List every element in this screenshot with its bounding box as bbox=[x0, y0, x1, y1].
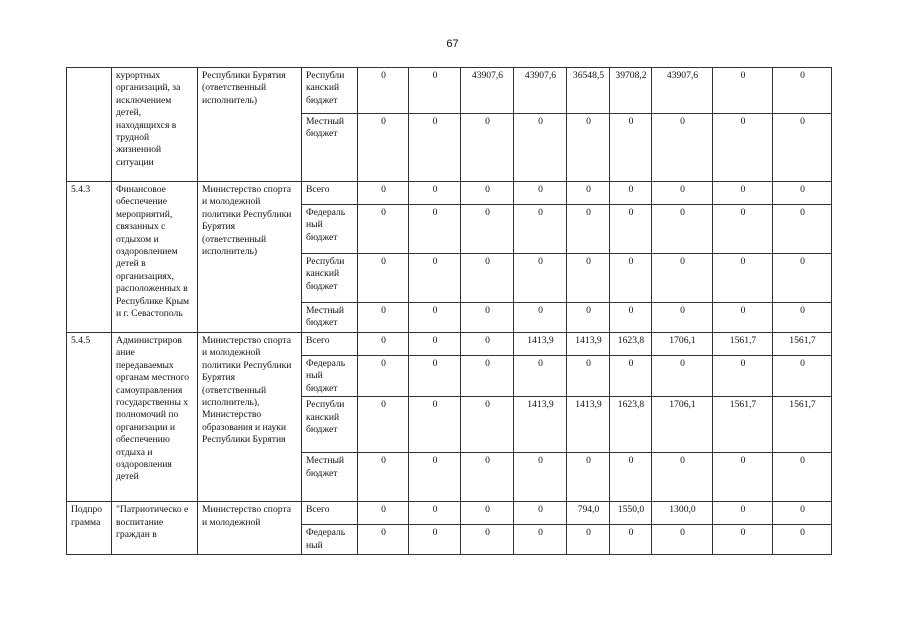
funding-source: Местный бюджет bbox=[302, 453, 358, 502]
funding-source: Федераль ный bbox=[302, 525, 358, 555]
amount-cell: 0 bbox=[514, 453, 567, 502]
amount-cell: 0 bbox=[409, 333, 461, 356]
item-executor: Министерство спорта и молодежной политики Республики Бурятия (ответственный исполнитель) bbox=[198, 182, 302, 333]
amount-cell: 0 bbox=[610, 182, 652, 205]
amount-cell: 0 bbox=[514, 254, 567, 303]
amount-cell: 0 bbox=[461, 525, 514, 555]
table-row bbox=[67, 333, 832, 356]
amount-cell: 0 bbox=[409, 397, 461, 453]
amount-cell: 0 bbox=[713, 453, 773, 502]
page-number: 67 bbox=[446, 38, 459, 50]
amount-cell: 0 bbox=[773, 68, 832, 114]
item-code: 5.4.5 bbox=[67, 333, 112, 502]
amount-cell: 0 bbox=[409, 68, 461, 114]
amount-cell: 36548,5 bbox=[567, 68, 610, 114]
amount-cell: 0 bbox=[409, 254, 461, 303]
amount-cell: 39708,2 bbox=[610, 68, 652, 114]
amount-cell: 0 bbox=[610, 254, 652, 303]
item-code: Подпро грамма bbox=[67, 502, 112, 555]
table-row bbox=[67, 182, 832, 205]
funding-source: Всего bbox=[302, 502, 358, 525]
amount-cell: 0 bbox=[358, 182, 409, 205]
amount-cell: 0 bbox=[461, 205, 514, 254]
amount-cell: 0 bbox=[514, 182, 567, 205]
funding-source: Местный бюджет bbox=[302, 303, 358, 333]
amount-cell: 1413,9 bbox=[567, 333, 610, 356]
item-name: "Патриотическо е воспитание граждан в bbox=[112, 502, 198, 555]
amount-cell: 0 bbox=[358, 254, 409, 303]
amount-cell: 0 bbox=[358, 397, 409, 453]
amount-cell: 0 bbox=[461, 502, 514, 525]
amount-cell: 0 bbox=[461, 356, 514, 397]
item-name: курортных организаций, за исключением детей, находящихся в трудной жизненной ситуации bbox=[112, 68, 198, 182]
amount-cell: 1706,1 bbox=[652, 333, 713, 356]
amount-cell: 0 bbox=[409, 525, 461, 555]
amount-cell: 1561,7 bbox=[773, 333, 832, 356]
funding-source: Всего bbox=[302, 333, 358, 356]
amount-cell: 0 bbox=[610, 303, 652, 333]
amount-cell: 0 bbox=[409, 114, 461, 182]
amount-cell: 0 bbox=[567, 525, 610, 555]
amount-cell: 1623,8 bbox=[610, 333, 652, 356]
amount-cell: 0 bbox=[409, 205, 461, 254]
amount-cell: 0 bbox=[409, 453, 461, 502]
amount-cell: 0 bbox=[652, 114, 713, 182]
amount-cell: 0 bbox=[409, 356, 461, 397]
amount-cell: 1561,7 bbox=[713, 397, 773, 453]
amount-cell: 0 bbox=[773, 114, 832, 182]
amount-cell: 0 bbox=[652, 182, 713, 205]
amount-cell: 794,0 bbox=[567, 502, 610, 525]
amount-cell: 0 bbox=[652, 303, 713, 333]
amount-cell: 0 bbox=[773, 525, 832, 555]
amount-cell: 0 bbox=[713, 356, 773, 397]
amount-cell: 0 bbox=[567, 303, 610, 333]
amount-cell: 0 bbox=[461, 453, 514, 502]
funding-source: Всего bbox=[302, 182, 358, 205]
table-row bbox=[67, 68, 832, 114]
amount-cell: 0 bbox=[461, 397, 514, 453]
amount-cell: 0 bbox=[461, 333, 514, 356]
amount-cell: 0 bbox=[409, 502, 461, 525]
item-name: Финансовое обеспечение мероприятий, связанных с отдыхом и оздоровлением детей в организациях, расположенных в Республике Крым и г. Севастополь bbox=[112, 182, 198, 333]
item-name: Администриров ание передаваемых органам местного самоуправления государственны х полномочий по организации и обеспечению отдыха и оздоровления детей bbox=[112, 333, 198, 502]
amount-cell: 0 bbox=[567, 453, 610, 502]
funding-source: Республи канский бюджет bbox=[302, 397, 358, 453]
amount-cell: 0 bbox=[358, 303, 409, 333]
amount-cell: 0 bbox=[461, 182, 514, 205]
amount-cell: 0 bbox=[652, 453, 713, 502]
amount-cell: 0 bbox=[514, 502, 567, 525]
amount-cell: 0 bbox=[358, 205, 409, 254]
funding-source: Республи канский бюджет bbox=[302, 68, 358, 114]
amount-cell: 1413,9 bbox=[567, 397, 610, 453]
amount-cell: 0 bbox=[652, 254, 713, 303]
amount-cell: 0 bbox=[567, 254, 610, 303]
amount-cell: 0 bbox=[567, 205, 610, 254]
amount-cell: 0 bbox=[610, 525, 652, 555]
amount-cell: 1561,7 bbox=[713, 333, 773, 356]
amount-cell: 0 bbox=[514, 205, 567, 254]
amount-cell: 0 bbox=[358, 114, 409, 182]
amount-cell: 0 bbox=[567, 182, 610, 205]
amount-cell: 0 bbox=[713, 205, 773, 254]
amount-cell: 0 bbox=[713, 502, 773, 525]
amount-cell: 0 bbox=[713, 303, 773, 333]
amount-cell: 0 bbox=[461, 114, 514, 182]
amount-cell: 0 bbox=[713, 525, 773, 555]
amount-cell: 0 bbox=[610, 453, 652, 502]
amount-cell: 43907,6 bbox=[652, 68, 713, 114]
amount-cell: 0 bbox=[514, 525, 567, 555]
amount-cell: 0 bbox=[773, 303, 832, 333]
funding-source: Федераль ный бюджет bbox=[302, 205, 358, 254]
amount-cell: 1550,0 bbox=[610, 502, 652, 525]
amount-cell: 43907,6 bbox=[461, 68, 514, 114]
amount-cell: 0 bbox=[567, 114, 610, 182]
amount-cell: 0 bbox=[409, 303, 461, 333]
amount-cell: 0 bbox=[652, 205, 713, 254]
amount-cell: 0 bbox=[610, 205, 652, 254]
amount-cell: 0 bbox=[358, 356, 409, 397]
item-code: 5.4.3 bbox=[67, 182, 112, 333]
funding-source: Федераль ный бюджет bbox=[302, 356, 358, 397]
amount-cell: 1561,7 bbox=[773, 397, 832, 453]
amount-cell: 0 bbox=[610, 114, 652, 182]
item-executor: Министерство спорта и молодежной политики Республики Бурятия (ответственный исполнитель), Министерство образования и науки Республики Бурятия bbox=[198, 333, 302, 502]
amount-cell: 0 bbox=[652, 525, 713, 555]
amount-cell: 0 bbox=[409, 182, 461, 205]
budget-table bbox=[66, 67, 832, 555]
amount-cell: 0 bbox=[358, 333, 409, 356]
amount-cell: 1706,1 bbox=[652, 397, 713, 453]
funding-source: Местный бюджет bbox=[302, 114, 358, 182]
amount-cell: 0 bbox=[514, 356, 567, 397]
amount-cell: 0 bbox=[713, 114, 773, 182]
amount-cell: 0 bbox=[461, 254, 514, 303]
amount-cell: 0 bbox=[773, 182, 832, 205]
amount-cell: 0 bbox=[514, 303, 567, 333]
amount-cell: 0 bbox=[713, 68, 773, 114]
amount-cell: 0 bbox=[652, 356, 713, 397]
amount-cell: 0 bbox=[358, 525, 409, 555]
amount-cell: 0 bbox=[358, 502, 409, 525]
amount-cell: 0 bbox=[773, 453, 832, 502]
item-executor: Министерство спорта и молодежной bbox=[198, 502, 302, 555]
amount-cell: 0 bbox=[773, 502, 832, 525]
amount-cell: 1623,8 bbox=[610, 397, 652, 453]
funding-source: Республи канский бюджет bbox=[302, 254, 358, 303]
amount-cell: 1300,0 bbox=[652, 502, 713, 525]
item-executor: Республики Бурятия (ответственный исполнитель) bbox=[198, 68, 302, 182]
amount-cell: 1413,9 bbox=[514, 333, 567, 356]
amount-cell: 0 bbox=[773, 205, 832, 254]
amount-cell: 0 bbox=[358, 68, 409, 114]
amount-cell: 0 bbox=[713, 182, 773, 205]
amount-cell: 1413,9 bbox=[514, 397, 567, 453]
amount-cell: 0 bbox=[358, 453, 409, 502]
amount-cell: 0 bbox=[773, 254, 832, 303]
amount-cell: 0 bbox=[461, 303, 514, 333]
amount-cell: 0 bbox=[713, 254, 773, 303]
amount-cell: 0 bbox=[610, 356, 652, 397]
table-row bbox=[67, 502, 832, 525]
item-code bbox=[67, 68, 112, 182]
amount-cell: 0 bbox=[567, 356, 610, 397]
amount-cell: 0 bbox=[773, 356, 832, 397]
amount-cell: 43907,6 bbox=[514, 68, 567, 114]
amount-cell: 0 bbox=[514, 114, 567, 182]
